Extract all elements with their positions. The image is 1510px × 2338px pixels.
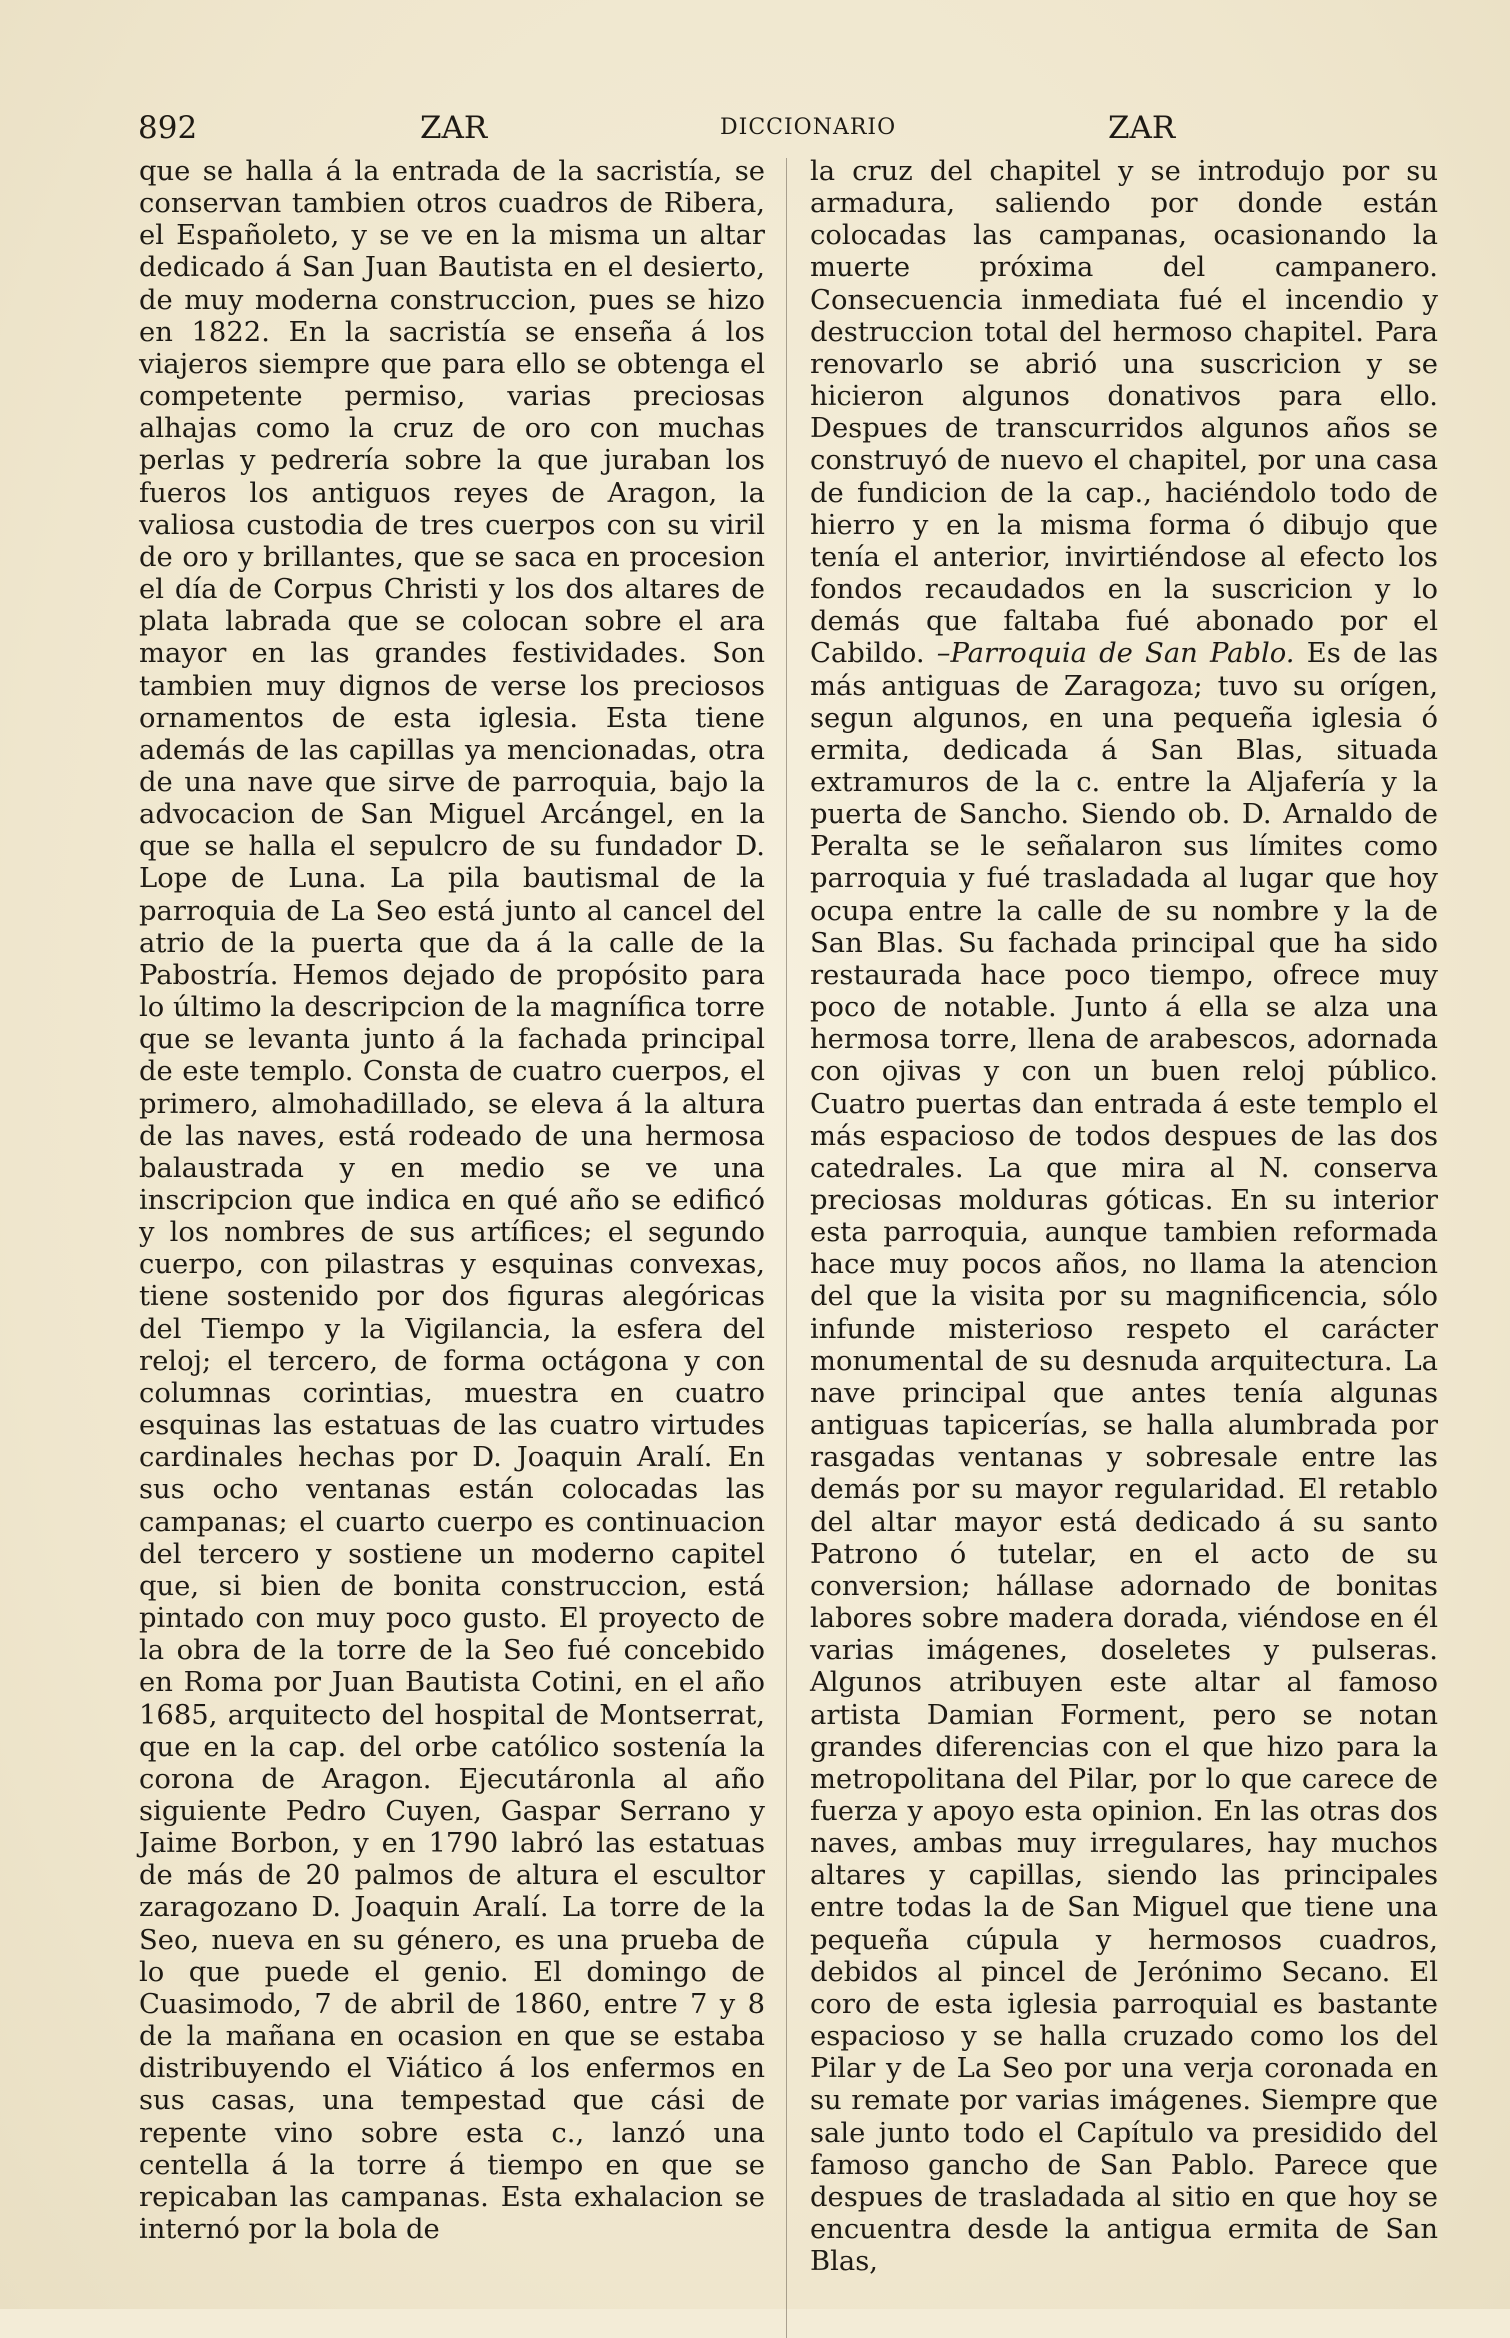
right-column-text-part1: la cruz del chapitel y se introdujo por su armadura, saliendo por donde están colocadas las campanas, ocasionando la muerte próxima del campanero. Consecuencia inmediata fué el incendio y destruccion total del hermoso chapitel. Para renovarlo se abrió una suscricion y se hicieron algunos donativos para ello. Despues de transcurridos algunos años se construyó de nuevo el chapitel, por una casa de fundicion de la cap., haciéndolo todo de hierro y en la misma forma ó dibujo que tenía el anterior, invirtiéndose al efecto los fondos recaudados en la suscricion y lo demás que faltaba fué abonado por el Cabildo. — [810, 156, 1438, 670]
left-text-column: que se halla á la entrada de la sacristía, se conservan tambien otros cuadros de Ribera, el Españoleto, y se ve en la misma un altar dedicado á San Juan Bautista en el desierto, de muy moderna construccion, pues se hizo en 1822. En la sacristía se enseña á los viajeros siempre que para ello se obtenga el competente permiso, varias preciosas alhajas como la cruz de oro con muchas perlas y pedrería sobre la que juraban los fueros los antiguos reyes de Aragon, la valiosa custodia de tres cuerpos con su viril de oro y brillantes, que se saca en procesion el día de Corpus Christi y los dos altares de plata labrada que se colocan sobre el ara mayor en las grandes festividades. Son tambien muy dignos de verse los preciosos ornamentos de esta iglesia. Esta tiene además de las capillas ya mencionadas, otra de una nave que sirve de parroquia, bajo la advocacion de San Miguel Arcángel, en la que se halla el sepulcro de su fundador D. Lope de Luna. La pila bautismal de la parroquia de La Seo está junto al cancel del atrio de la puerta que da á la calle de la Pabostría. Hemos dejado de propósito para lo último la descripcion de la magnífica torre que se levanta junto á la fachada principal de este templo. Consta de cuatro cuerpos, el primero, almohadillado, se eleva á la altura de las naves, está rodeado de una hermosa balaustrada y en medio se ve una inscripcion que indica en qué año se edificó y los nombres de sus artífices; el segundo cuerpo, con pilastras y esquinas convexas, tiene sostenido por dos figuras alegóricas del Tiempo y la Vigilancia, la esfera del reloj; el tercero, de forma octágona y con columnas corintias, muestra en cuatro esquinas las estatuas de las cuatro virtudes cardinales hechas por D. Joaquin Aralí. En sus ocho ventanas están colocadas las campanas; el cuarto cuerpo es continuacion del tercero y sostiene un moderno capitel que, si bien de bonita construccion, está pintado con muy poco gusto. El proyecto de la obra de la torre de la Seo fué concebido en Roma por Juan Bautista Cotini, en el año 1685, arquitecto del hospital de Montserrat, que en la cap. del orbe católico sostenía la corona de Aragon. Ejecutáronla al año siguiente Pedro Cuyen, Gaspar Serrano y Jaime Borbon, y en 1790 labró las estatuas de más de 20 palmos de altura el escultor zaragozano D. Joaquin Aralí. La torre de la Seo, nueva en su género, es una prueba de lo que puede el genio. El domingo de Cuasimodo, 7 de abril de 1860, entre 7 y 8 de la mañana en ocasion en que se estaba distribuyendo el Viático á los enfermos en sus casas, una tempestad que cási de repente vino sobre esta c., lanzó una centella á la torre á tiempo en que se repicaban las campanas. Esta exhalacion se internó por la bola de — [139, 156, 765, 2245]
left-running-head: ZAR — [420, 110, 488, 146]
right-text-column — [810, 156, 1438, 2278]
column-divider — [786, 158, 787, 2338]
parroquia-san-pablo-heading: –Parroquia de San Pablo. — [936, 638, 1295, 670]
dictionary-title: DICCIONARIO — [720, 115, 897, 140]
right-running-head: ZAR — [1108, 110, 1176, 146]
right-column-text-part2: Es de las más antiguas de Zaragoza; tuvo su orígen, segun algunos, en una pequeña iglesia ó ermita, dedicada á San Blas, situada extramuros de la c. entre la Aljafería y la puerta de Sancho. Siendo ob. D. Arnaldo de Peralta se le señalaron sus límites como parroquia y fué trasladada al lugar que hoy ocupa entre la calle de su nombre y la de San Blas. Su fachada principal que ha sido restaurada hace poco tiempo, ofrece muy poco de notable. Junto á ella se alza una hermosa torre, llena de arabescos, adornada con ojivas y con un buen reloj público. Cuatro puertas dan entrada á este templo el más espacioso de todos despues de las dos catedrales. La que mira al N. conserva preciosas molduras góticas. En su interior esta parroquia, aunque tambien reformada hace muy pocos años, no llama la atencion del que la visita por su magnificencia, sólo infunde misterioso respeto el carácter monumental de su desnuda arquitectura. La nave principal que antes tenía algunas antiguas tapicerías, se halla alumbrada por rasgadas ventanas y sobresale entre las demás por su mayor regularidad. El retablo del altar mayor está dedicado á su santo Patrono ó tutelar, en el acto de su conversion; hállase adornado de bonitas labores sobre madera dorada, viéndose en él varias imágenes, doseletes y pulseras. Algunos atribuyen este altar al famoso artista Damian Forment, pero se notan grandes diferencias con el que hizo para la metropolitana del Pilar, por lo que carece de fuerza y apoyo esta opinion. En las otras dos naves, ambas muy irregulares, hay muchos altares y capillas, siendo las principales entre todas la de San Miguel que tiene una pequeña cúpula y hermosos cuadros, debidos al pincel de Jerónimo Secano. El coro de esta iglesia parroquial es bastante espacioso y se halla cruzado como los del Pilar y de La Seo por una verja coronada en su remate por varias imágenes. Siempre que sale junto todo el Capítulo va presidido del famoso gancho de San Pablo. Parece que despues de trasladada al sitio en que hoy se encuentra desde la antigua ermita de San Blas, — [810, 638, 1438, 2278]
page-number: 892 — [138, 110, 198, 146]
running-header — [138, 108, 1438, 148]
